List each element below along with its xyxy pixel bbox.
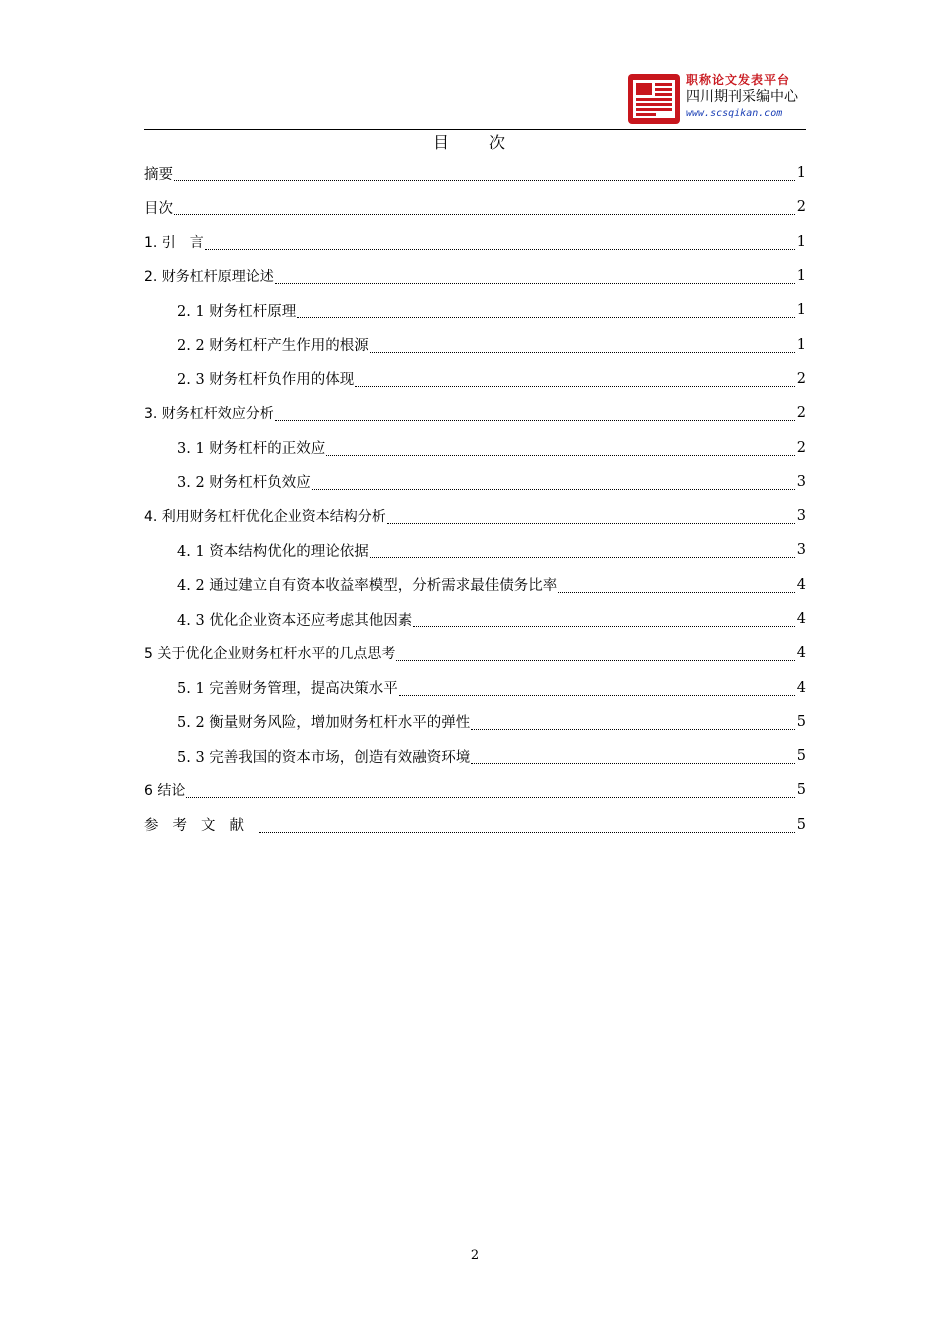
toc-entry-label: 4. 2 通过建立自有资本收益率模型，分析需求最佳债务比率 <box>177 578 558 595</box>
toc-entry-label: 5. 2 衡量财务风险，增加财务杠杆水平的弹性 <box>177 715 471 732</box>
toc-leader-dots <box>326 440 795 456</box>
toc-leader-dots <box>387 508 795 524</box>
toc-entry-label: 6 结论 <box>144 783 186 800</box>
logo-name: 四川期刊采编中心 <box>686 89 798 105</box>
toc-entry[interactable] <box>144 808 806 842</box>
toc-entry-label: 1. 引 言 <box>144 234 204 251</box>
toc-entry-page: 4 <box>796 576 806 593</box>
toc-title: 目 次 <box>432 133 517 152</box>
toc-entry[interactable] <box>144 499 806 533</box>
toc-leader-dots <box>259 817 795 833</box>
toc-leader-dots <box>275 268 795 284</box>
toc-entry-page: 1 <box>796 302 806 319</box>
toc-entry[interactable] <box>144 362 806 396</box>
toc-entry[interactable] <box>144 533 806 567</box>
toc-entry-page: 1 <box>796 165 806 182</box>
toc-entry[interactable] <box>144 430 806 464</box>
toc-entry-label: 4. 利用财务杠杆优化企业资本结构分析 <box>144 509 386 526</box>
toc-entry-label: 2. 3 财务杠杆负作用的体现 <box>177 372 355 389</box>
logo-url: www.scsqikan.com <box>686 108 783 119</box>
toc-entry-page: 1 <box>796 336 806 353</box>
toc-entry[interactable] <box>144 705 806 739</box>
toc-leader-dots <box>186 782 795 798</box>
toc-leader-dots <box>396 645 795 661</box>
toc-entry-page: 5 <box>796 782 806 799</box>
toc-leader-dots <box>413 611 795 627</box>
toc-entry-label: 4. 3 优化企业资本还应考虑其他因素 <box>177 612 413 629</box>
toc-entry-page: 3 <box>796 542 806 559</box>
toc-entry-page: 1 <box>796 233 806 250</box>
toc-entry[interactable] <box>144 670 806 704</box>
toc-entry[interactable] <box>144 225 806 259</box>
toc-entry-label: 3. 2 财务杠杆负效应 <box>177 475 311 492</box>
toc-leader-dots <box>275 405 795 421</box>
toc-leader-dots <box>297 302 795 318</box>
toc-entry-label: 2. 2 财务杠杆产生作用的根源 <box>177 338 369 355</box>
toc-entry-label: 3. 财务杠杆效应分析 <box>144 406 274 423</box>
toc-leader-dots <box>471 714 795 730</box>
header-divider <box>144 129 806 130</box>
newspaper-logo-icon <box>628 74 680 124</box>
toc-entry-label: 2. 财务杠杆原理论述 <box>144 269 274 286</box>
toc-entry-page: 3 <box>796 473 806 490</box>
toc-entry-page: 5 <box>796 748 806 765</box>
publisher-logo <box>628 72 808 126</box>
toc-entry[interactable] <box>144 602 806 636</box>
toc-entry-page: 4 <box>796 645 806 662</box>
toc-leader-dots <box>399 680 795 696</box>
toc-entry-page: 2 <box>796 439 806 456</box>
toc-entry[interactable] <box>144 773 806 807</box>
toc-entry-page: 5 <box>796 816 806 833</box>
toc-entry[interactable] <box>144 568 806 602</box>
toc-entry-page: 2 <box>796 405 806 422</box>
toc-entry-page: 4 <box>796 679 806 696</box>
page-number: 2 <box>470 1248 480 1263</box>
toc-entry-page: 2 <box>796 370 806 387</box>
toc-leader-dots <box>370 542 795 558</box>
logo-slogan: 职称论文发表平台 <box>686 73 791 87</box>
toc-entry-label: 5. 1 完善财务管理，提高决策水平 <box>177 681 398 698</box>
table-of-contents <box>144 156 806 842</box>
toc-entry[interactable] <box>144 259 806 293</box>
toc-entry[interactable] <box>144 465 806 499</box>
toc-leader-dots <box>355 371 795 387</box>
toc-entry-page: 1 <box>796 268 806 285</box>
toc-entry-page: 5 <box>796 713 806 730</box>
toc-entry-label: 参考文献 <box>144 818 258 835</box>
toc-entry-label: 4. 1 资本结构优化的理论依据 <box>177 543 369 560</box>
toc-leader-dots <box>558 577 795 593</box>
toc-entry-page: 3 <box>796 508 806 525</box>
toc-entry[interactable] <box>144 190 806 224</box>
toc-leader-dots <box>205 234 795 250</box>
toc-leader-dots <box>174 165 795 181</box>
toc-leader-dots <box>312 474 795 490</box>
toc-entry[interactable] <box>144 327 806 361</box>
toc-entry-label: 摘要 <box>144 166 173 183</box>
toc-entry[interactable] <box>144 636 806 670</box>
toc-entry[interactable] <box>144 293 806 327</box>
toc-leader-dots <box>174 199 795 215</box>
toc-entry-label: 2. 1 财务杠杆原理 <box>177 303 297 320</box>
toc-leader-dots <box>471 748 795 764</box>
toc-leader-dots <box>370 337 795 353</box>
toc-entry[interactable] <box>144 396 806 430</box>
toc-entry[interactable] <box>144 739 806 773</box>
toc-entry[interactable] <box>144 156 806 190</box>
toc-entry-label: 目次 <box>144 200 173 217</box>
toc-entry-page: 2 <box>796 199 806 216</box>
toc-entry-label: 3. 1 财务杠杆的正效应 <box>177 441 326 458</box>
toc-entry-label: 5. 3 完善我国的资本市场，创造有效融资环境 <box>177 749 471 766</box>
toc-entry-label: 5 关于优化企业财务杠杆水平的几点思考 <box>144 646 396 663</box>
toc-entry-page: 4 <box>796 611 806 627</box>
